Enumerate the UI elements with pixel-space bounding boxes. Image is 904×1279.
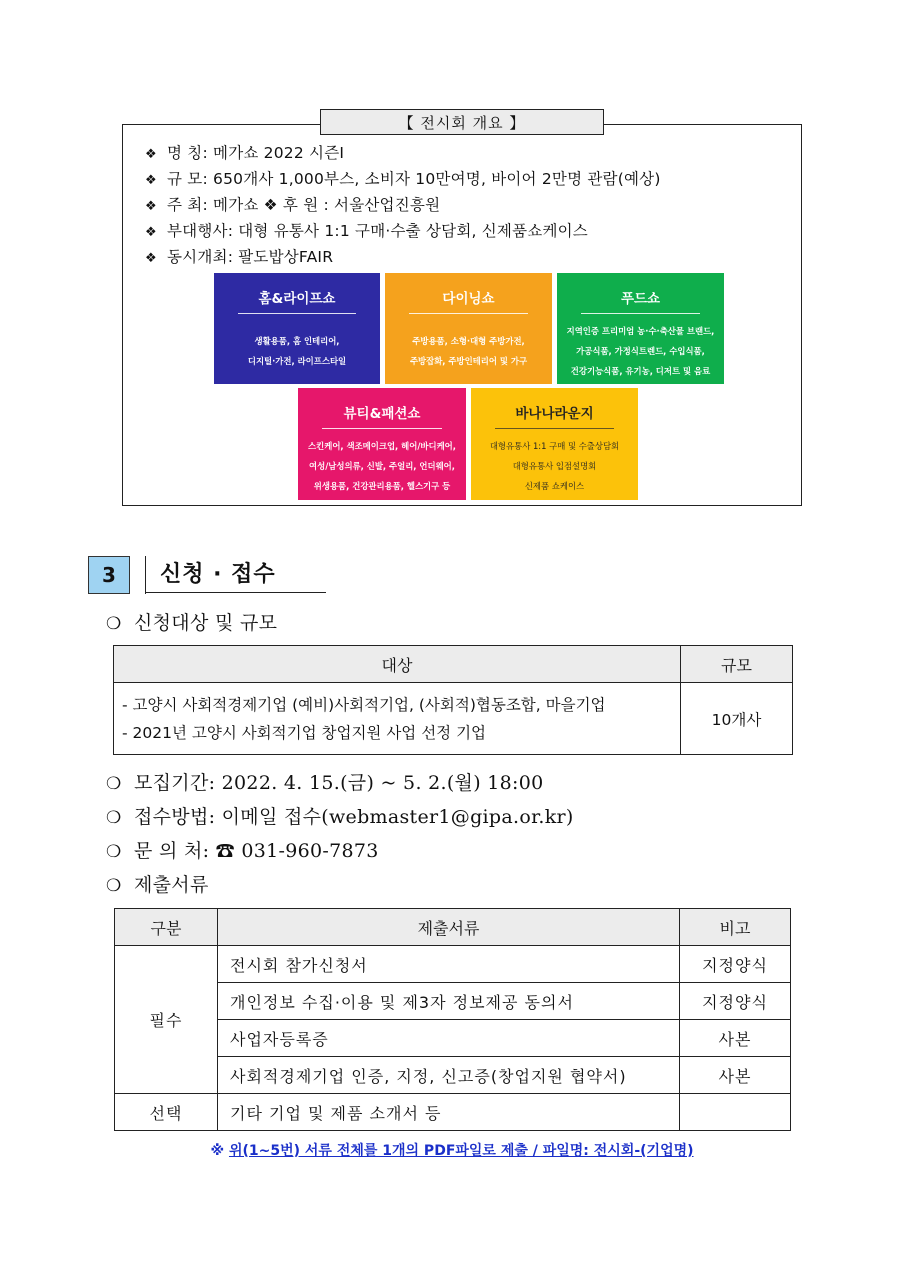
divider	[238, 313, 356, 314]
target-heading: ❍ 신청대상 및 규모	[106, 612, 278, 634]
doc-name: 사회적경제기업 인증, 지정, 신고증(창업지원 협약서)	[218, 1057, 680, 1094]
doc-note: 지정양식	[680, 946, 791, 983]
table-header: 규모	[681, 646, 793, 683]
divider	[409, 313, 528, 314]
show-desc-line: 스킨케어, 색조메이크업, 헤어/바디케어,	[308, 441, 456, 451]
table-header: 대상	[114, 646, 681, 683]
circle-bullet-icon: ❍	[106, 876, 122, 896]
docs-heading: ❍ 제출서류	[106, 874, 209, 896]
show-tile-home-life	[214, 273, 380, 384]
period-line: ❍ 모집기간: 2022. 4. 15.(금) ~ 5. 2.(월) 18:00	[106, 772, 544, 794]
doc-name: 전시회 참가신청서	[218, 946, 680, 983]
doc-name: 사업자등록증	[218, 1020, 680, 1057]
footnote-text: 위(1~5번) 서류 전체를 1개의 PDF파일로 제출 / 파일명: 전시회-(기업명)	[228, 1143, 694, 1159]
target-list	[114, 683, 681, 755]
target-scale: 10개사	[681, 683, 793, 755]
required-label: 필수	[115, 946, 218, 1094]
table-header: 구분	[115, 909, 218, 946]
overview-line-name: ❖ 명 칭: 메가쇼 2022 시즌Ⅰ	[145, 143, 344, 165]
overview-line-events: ❖ 부대행사: 대형 유통사 1:1 구매·수출 상담회, 신제품쇼케이스	[145, 221, 588, 243]
show-title: 뷰티&패션쇼	[343, 406, 421, 422]
list-item: - 고양시 사회적경제기업 (예비)사회적기업, (사회적)협동조합, 마을기업	[122, 695, 606, 714]
doc-note	[680, 1094, 791, 1131]
list-item: - 2021년 고양시 사회적기업 창업지원 사업 선정 기업	[122, 723, 487, 742]
target-table	[113, 645, 793, 755]
show-desc-line: 건강기능식품, 유기농, 디저트 및 음료	[570, 366, 711, 376]
show-desc-line: 대형유통사 입점설명회	[512, 461, 597, 471]
section-divider	[145, 556, 146, 594]
circle-bullet-icon: ❍	[106, 614, 122, 634]
section-number: 3	[88, 556, 130, 594]
diamond-bullet-icon: ❖	[145, 147, 157, 162]
show-desc-line: 위생용품, 건강관리용품, 헬스기구 등	[313, 481, 451, 491]
show-tile-food	[557, 273, 724, 384]
doc-note: 사본	[680, 1020, 791, 1057]
diamond-bullet-icon: ❖	[145, 251, 157, 266]
table-header: 제출서류	[218, 909, 680, 946]
show-tile-dining	[385, 273, 552, 384]
show-title: 홈&라이프쇼	[258, 291, 336, 307]
reference-mark-icon: ※	[210, 1143, 225, 1159]
show-title: 다이닝쇼	[442, 291, 495, 307]
show-title: 바나나라운지	[515, 406, 594, 422]
section-underline	[145, 592, 326, 593]
show-title: 푸드쇼	[620, 291, 661, 307]
show-desc-line: 주방잡화, 주방인테리어 및 가구	[409, 356, 528, 366]
doc-name: 기타 기업 및 제품 소개서 등	[218, 1094, 680, 1131]
show-desc-line: 대형유통사 1:1 구매 및 수출상담회	[489, 441, 620, 451]
show-tile-banana-lounge	[471, 388, 638, 500]
diamond-bullet-icon: ❖	[145, 199, 157, 214]
table-row	[115, 946, 791, 983]
show-desc-line: 지역인증 프리미엄 농·수·축산물 브랜드,	[566, 326, 715, 336]
overview-line-scale: ❖ 규 모: 650개사 1,000부스, 소비자 10만여명, 바이어 2만명 관람(예상)	[145, 169, 661, 191]
circle-bullet-icon: ❍	[106, 774, 122, 794]
table-row	[115, 1094, 791, 1131]
diamond-bullet-icon: ❖	[145, 173, 157, 188]
overview-line-host: ❖ 주 최: 메가쇼 ❖ 후 원 : 서울산업진흥원	[145, 195, 440, 217]
show-tile-beauty-fashion	[298, 388, 466, 500]
doc-note: 지정양식	[680, 983, 791, 1020]
show-desc-line: 주방용품, 소형·대형 주방가전,	[412, 336, 525, 346]
diamond-bullet-icon: ❖	[145, 225, 157, 240]
documents-table	[114, 908, 791, 1131]
section-title: 신청 · 접수	[160, 562, 276, 587]
doc-name: 개인정보 수집·이용 및 제3자 정보제공 동의서	[218, 983, 680, 1020]
divider	[581, 313, 700, 314]
contact-line: ❍ 문 의 처: ☎ 031-960-7873	[106, 840, 379, 862]
optional-label: 선택	[115, 1094, 218, 1131]
doc-note: 사본	[680, 1057, 791, 1094]
overview-title: 【 전시회 개요 】	[320, 109, 604, 135]
footnote	[0, 1140, 904, 1160]
show-desc-line: 디지털·가전, 라이프스타일	[247, 356, 347, 366]
divider	[322, 428, 442, 429]
show-desc-line: 생활용품, 홈 인테리어,	[254, 336, 340, 346]
show-desc-line: 여성/남성의류, 신발, 주얼리, 언더웨어,	[309, 461, 455, 471]
show-desc-line: 가공식품, 가정식트렌드, 수입식품,	[576, 346, 705, 356]
table-header: 비고	[680, 909, 791, 946]
overview-line-concurrent: ❖ 동시개최: 팔도밥상FAIR	[145, 247, 333, 269]
divider	[495, 428, 614, 429]
method-line: ❍ 접수방법: 이메일 접수(webmaster1@gipa.or.kr)	[106, 806, 574, 828]
show-desc-line: 신제품 쇼케이스	[524, 481, 585, 491]
circle-bullet-icon: ❍	[106, 808, 122, 828]
circle-bullet-icon: ❍	[106, 842, 122, 862]
